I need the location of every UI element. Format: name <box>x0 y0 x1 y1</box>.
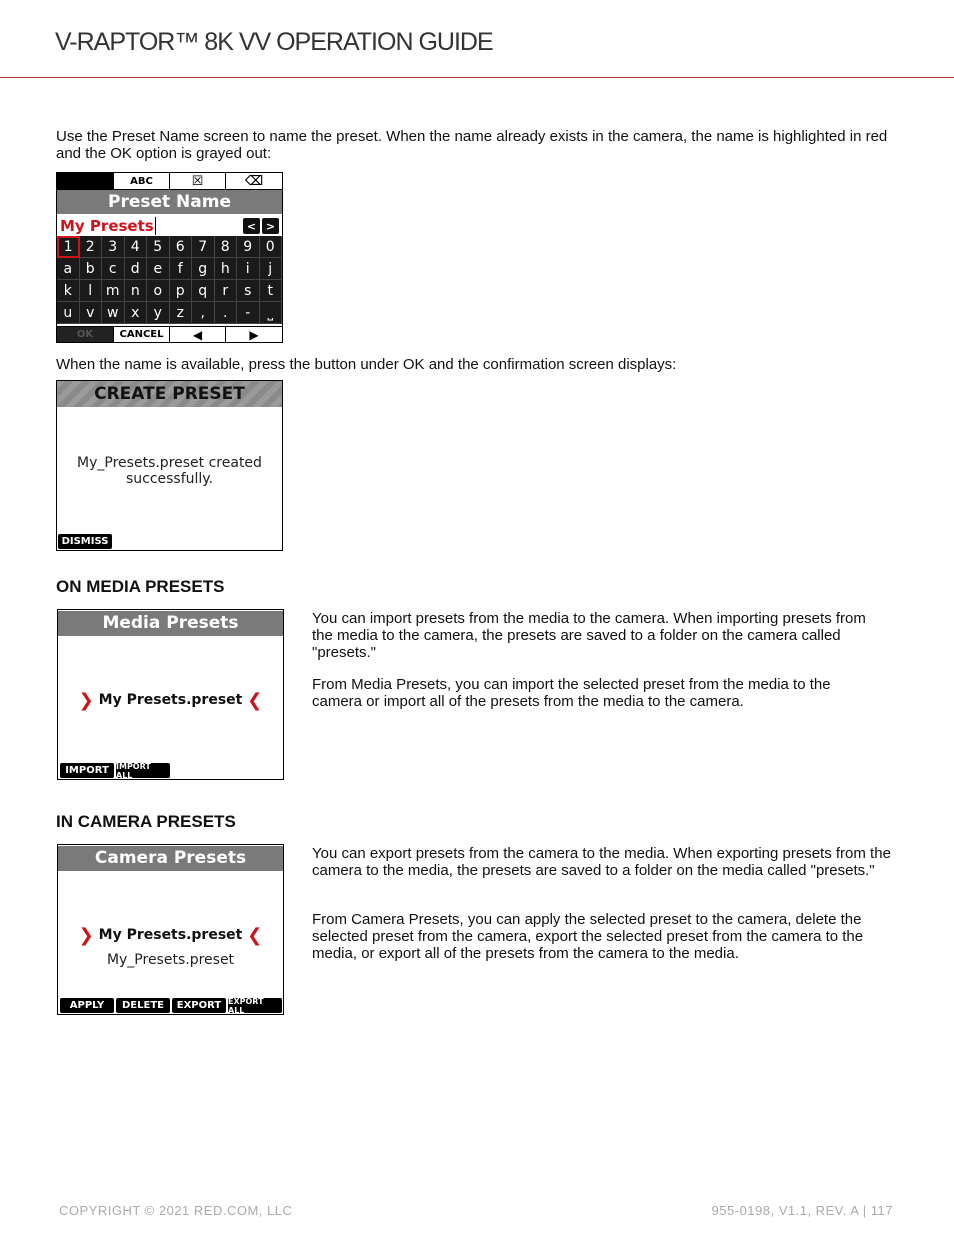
space-key[interactable]: ⎵ <box>260 302 283 324</box>
cursor-right-button[interactable]: > <box>262 218 279 234</box>
camera-presets-title: Camera Presets <box>58 846 283 871</box>
on-media-presets-heading: ON MEDIA PRESETS <box>56 577 225 596</box>
keyboard-row-u-space <box>57 302 282 324</box>
key[interactable]: n <box>125 280 148 302</box>
media-preset-item[interactable] <box>58 690 283 711</box>
export-button[interactable]: EXPORT <box>172 998 226 1013</box>
right-arrow-icon[interactable]: ▶ <box>226 326 282 342</box>
key[interactable]: y <box>147 302 170 324</box>
export-all-button[interactable]: EXPORT ALL <box>228 998 282 1013</box>
key[interactable]: b <box>80 258 103 280</box>
camera-paragraph-1: You can export presets from the camera to the media. When exporting presets from the camera to the media, the presets are saved to a folder on the media called "presets." <box>312 845 891 879</box>
confirmation-message-line2: successfully. <box>125 471 214 487</box>
name-input-row <box>57 214 282 238</box>
intro-paragraph-2: When the name is available, press the button under OK and the confirmation screen displays: <box>56 356 677 373</box>
dismiss-button[interactable]: DISMISS <box>58 534 112 549</box>
key[interactable]: v <box>80 302 103 324</box>
camera-preset-item[interactable] <box>58 925 283 946</box>
intro-paragraph-1: Use the Preset Name screen to name the preset. When the name already exists in the camera, the name is highlighted in red and the OK option is grayed out: <box>56 128 888 162</box>
camera-preset-filename: My_Presets.preset <box>106 952 235 968</box>
backspace-icon[interactable]: ⌫ <box>226 173 282 190</box>
key[interactable]: w <box>102 302 125 324</box>
key[interactable]: f <box>170 258 193 280</box>
key[interactable]: o <box>147 280 170 302</box>
key[interactable]: t <box>260 280 283 302</box>
key[interactable]: 7 <box>192 236 215 258</box>
key[interactable]: 5 <box>147 236 170 258</box>
cancel-softkey[interactable]: CANCEL <box>114 326 170 342</box>
key[interactable]: 4 <box>125 236 148 258</box>
key[interactable]: q <box>192 280 215 302</box>
cursor-left-button[interactable]: < <box>243 218 260 234</box>
footer-copyright: COPYRIGHT © 2021 RED.COM, LLC <box>59 1203 293 1218</box>
key[interactable]: c <box>102 258 125 280</box>
ok-softkey[interactable]: OK <box>57 326 114 342</box>
key[interactable]: - <box>237 302 260 324</box>
camera-presets-screen <box>57 844 284 1015</box>
key[interactable]: 1 <box>57 236 80 258</box>
apply-button[interactable]: APPLY <box>60 998 114 1013</box>
keyboard-row-numbers <box>57 236 282 258</box>
keyboard-row-a-j <box>57 258 282 280</box>
footer-doc-reference: 955-0198, V1.1, REV. A | 117 <box>711 1203 893 1218</box>
keyboard-mode-bar <box>57 173 282 190</box>
key[interactable]: , <box>192 302 215 324</box>
key[interactable]: h <box>215 258 238 280</box>
key[interactable]: x <box>125 302 148 324</box>
key[interactable]: u <box>57 302 80 324</box>
key[interactable]: e <box>147 258 170 280</box>
key[interactable]: 8 <box>215 236 238 258</box>
left-arrow-icon[interactable]: ◀ <box>170 326 226 342</box>
key[interactable]: . <box>215 302 238 324</box>
key[interactable]: 6 <box>170 236 193 258</box>
keyboard-grid <box>57 236 282 324</box>
page-header <box>0 0 954 78</box>
preset-name-screen <box>56 172 283 343</box>
chevron-right-icon: ❯ <box>78 925 94 946</box>
key[interactable]: 9 <box>237 236 260 258</box>
key[interactable]: s <box>237 280 260 302</box>
key[interactable]: m <box>102 280 125 302</box>
create-preset-screen <box>56 380 283 551</box>
key[interactable]: p <box>170 280 193 302</box>
key[interactable]: 2 <box>80 236 103 258</box>
key[interactable]: k <box>57 280 80 302</box>
chevron-left-icon: ❮ <box>247 690 263 711</box>
keyboard-row-k-t <box>57 280 282 302</box>
media-presets-title: Media Presets <box>58 611 283 636</box>
preset-name-softkeys <box>57 326 282 342</box>
confirmation-message-line1: My_Presets.preset created <box>77 455 262 471</box>
chevron-left-icon: ❮ <box>247 925 263 946</box>
key[interactable]: 0 <box>260 236 283 258</box>
media-preset-name: My Presets.preset <box>98 692 243 708</box>
import-button[interactable]: IMPORT <box>60 763 114 778</box>
key[interactable]: r <box>215 280 238 302</box>
document-title: V-RAPTOR™ 8K VV OPERATION GUIDE <box>55 28 493 56</box>
camera-preset-name: My Presets.preset <box>98 927 243 943</box>
preset-name-field[interactable]: My Presets <box>60 217 154 235</box>
delete-button[interactable]: DELETE <box>116 998 170 1013</box>
media-paragraph-1: You can import presets from the media to the camera. When importing presets from the media to the camera, the presets are saved to a folder on the camera called "presets." <box>312 610 866 661</box>
media-presets-screen <box>57 609 284 780</box>
key[interactable]: g <box>192 258 215 280</box>
chevron-right-icon: ❯ <box>78 690 94 711</box>
key[interactable]: a <box>57 258 80 280</box>
abc-mode-button[interactable]: ABC <box>114 173 170 190</box>
screen-title: Preset Name <box>57 190 282 214</box>
key[interactable]: 3 <box>102 236 125 258</box>
key[interactable]: d <box>125 258 148 280</box>
topbar-blank <box>57 173 114 190</box>
key[interactable]: j <box>260 258 283 280</box>
create-preset-title: CREATE PRESET <box>57 381 282 407</box>
import-all-button[interactable]: IMPORT ALL <box>116 763 170 778</box>
in-camera-presets-heading: IN CAMERA PRESETS <box>56 812 236 831</box>
media-paragraph-2: From Media Presets, you can import the selected preset from the media to the camera or import all of the presets from the media to the camera. <box>312 676 831 710</box>
key[interactable]: z <box>170 302 193 324</box>
key[interactable]: l <box>80 280 103 302</box>
clear-icon[interactable]: ☒ <box>170 173 226 190</box>
camera-paragraph-2: From Camera Presets, you can apply the selected preset to the camera, delete the selected preset from the camera, export the selected preset from the camera to the media, or export all of the presets from the camera to the media. <box>312 911 864 962</box>
key[interactable]: i <box>237 258 260 280</box>
